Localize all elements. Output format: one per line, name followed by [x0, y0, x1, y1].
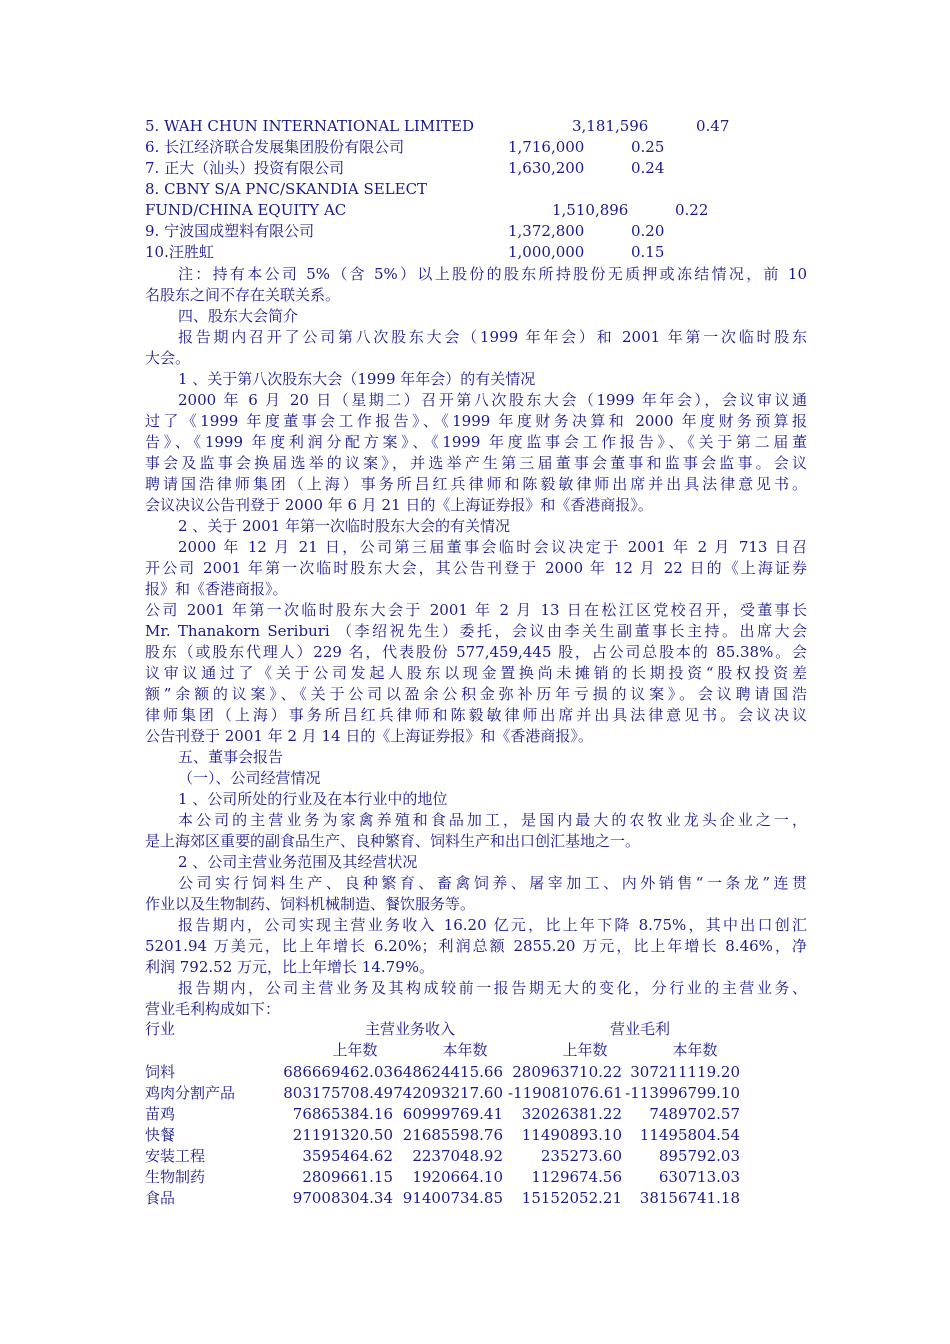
paragraph-line: 5201.94 万美元，比上年增长 6.20%；利润总额 2855.20 万元，比上年增长 8.46%，净	[145, 937, 807, 955]
row-gm-prev: 15152052.21	[521, 1189, 622, 1207]
table-header-revenue: 主营业务收入	[364, 1020, 455, 1038]
paragraph-line: 议审议通过了《关于公司发起人股东以现金置换尚未摊销的长期投资“股权投资差	[145, 664, 807, 682]
shareholder-pct: 0.24	[631, 159, 665, 177]
row-industry: 鸡肉分割产品	[145, 1084, 236, 1102]
row-rev-prev: 3595464.62	[302, 1147, 393, 1165]
row-gm-prev: -119081076.61	[508, 1084, 623, 1102]
section-heading: 五、董事会报告	[178, 748, 284, 766]
shareholder-pct: 0.47	[696, 117, 730, 135]
row-rev-cur: 742093217.60	[393, 1084, 503, 1102]
paragraph-line: 大会。	[145, 349, 191, 367]
paragraph-line: 事会及监事会换届选举的议案》，并选举产生第三届董事会董事和监事会监事。会议	[145, 454, 807, 472]
paragraph-line: 报告期内召开了公司第八次股东大会（1999 年年会）和 2001 年第一次临时股东	[178, 328, 807, 346]
shareholder-name: 8. CBNY S/A PNC/SKANDIA SELECT	[145, 180, 428, 198]
shareholder-pct: 0.15	[631, 243, 665, 261]
paragraph-line: Mr. Thanakorn Seriburi （李绍祝先生）委托，会议由李关生副董事长主持。出席大会	[145, 622, 807, 640]
row-rev-cur: 21685598.76	[402, 1126, 503, 1144]
row-industry: 安装工程	[145, 1147, 206, 1165]
subsection-heading: 2 、关于 2001 年第一次临时股东大会的有关情况	[178, 517, 511, 535]
row-gm-cur: 630713.03	[658, 1168, 740, 1186]
row-gm-cur: -113996799.10	[625, 1084, 740, 1102]
row-rev-prev: 97008304.34	[292, 1189, 393, 1207]
shareholder-name: 5. WAH CHUN INTERNATIONAL LIMITED	[145, 117, 475, 135]
subsection-heading: 1 、关于第八次股东大会（1999 年年会）的有关情况	[178, 370, 536, 388]
shareholder-name: 9. 宁波国成塑料有限公司	[145, 222, 315, 240]
row-gm-cur: 7489702.57	[649, 1105, 740, 1123]
paragraph-line: 会议决议公告刊登于 2000 年 6 月 21 日的《上海证券报》和《香港商报》。	[145, 496, 653, 514]
shareholder-pct: 0.22	[675, 201, 709, 219]
shareholder-shares: 1,372,800	[508, 222, 585, 240]
paragraph-line: 额”余额的议案》、《关于公司以盈余公积金弥补历年亏损的议案》。会议聘请国浩	[145, 685, 807, 703]
paragraph-line: 过了《1999 年度董事会工作报告》、《1999 年度财务决算和 2000 年度财务预算报	[145, 412, 807, 430]
paragraph-line: 2000 年 6 月 20 日（星期二）召开第八次股东大会（1999 年年会），会议审议通	[178, 391, 807, 409]
row-gm-cur: 38156741.18	[639, 1189, 740, 1207]
table-header-prev-year: 上年数	[562, 1041, 608, 1059]
section-heading: 四、股东大会简介	[178, 307, 299, 325]
row-industry: 食品	[145, 1189, 176, 1207]
row-industry: 饲料	[145, 1063, 176, 1081]
row-rev-prev: 2809661.15	[302, 1168, 393, 1186]
table-header-this-year: 本年数	[442, 1041, 488, 1059]
paragraph-line: 2000 年 12 月 21 日，公司第三届董事会临时会议决定于 2001 年 2 月 713 日召	[178, 538, 807, 556]
row-industry: 生物制药	[145, 1168, 206, 1186]
shareholder-name: 10.汪胜虹	[145, 243, 214, 261]
paragraph-line: 报》和《香港商报》。	[145, 580, 288, 598]
subsection-heading: 1 、公司所处的行业及在本行业中的地位	[178, 790, 448, 808]
row-rev-prev: 686669462.03	[283, 1063, 393, 1081]
paragraph-line: 公司 2001 年第一次临时股东大会于 2001 年 2 月 13 日在松江区党校召开，受董事长	[145, 601, 807, 619]
paragraph-line: 报告期内，公司实现主营业务收入 16.20 亿元，比上年下降 8.75%，其中出口创汇	[178, 916, 807, 934]
row-gm-prev: 235273.60	[540, 1147, 622, 1165]
note-line: 注：持有本公司 5%（含 5%）以上股份的股东所持股份无质押或冻结情况，前 10	[178, 265, 807, 283]
paragraph-line: 报告期内，公司主营业务及其构成较前一报告期无大的变化，分行业的主营业务、	[178, 979, 807, 997]
row-gm-prev: 32026381.22	[521, 1105, 622, 1123]
paragraph-line: 公司实行饲料生产、良种繁育、畜禽饲养、屠宰加工、内外销售“一条龙”连贯	[178, 874, 807, 892]
shareholder-name: 6. 长江经济联合发展集团股份有限公司	[145, 138, 405, 156]
row-industry: 苗鸡	[145, 1105, 176, 1123]
row-rev-prev: 803175708.49	[283, 1084, 393, 1102]
row-rev-prev: 76865384.16	[292, 1105, 393, 1123]
paragraph-line: 作业以及生物制药、饲料机械制造、餐饮服务等。	[145, 895, 476, 913]
row-gm-prev: 11490893.10	[521, 1126, 622, 1144]
row-rev-prev: 21191320.50	[292, 1126, 393, 1144]
row-gm-cur: 307211119.20	[630, 1063, 740, 1081]
row-rev-cur: 1920664.10	[412, 1168, 503, 1186]
row-gm-cur: 11495804.54	[639, 1126, 740, 1144]
shareholder-shares: 3,181,596	[572, 117, 649, 135]
table-header-margin: 营业毛利	[609, 1020, 670, 1038]
note-line: 名股东之间不存在关联关系。	[145, 286, 341, 304]
paragraph-line: 开公司 2001 年第一次临时股东大会，其公告刊登于 2000 年 12 月 22 日的《上海证券	[145, 559, 807, 577]
paragraph-line: 股东（或股东代理人）229 名，代表股份 577,459,445 股，占公司总股本的 85.38%。会	[145, 643, 807, 661]
row-rev-cur: 60999769.41	[402, 1105, 503, 1123]
paragraph-line: 利润 792.52 万元，比上年增长 14.79%。	[145, 958, 434, 976]
row-rev-cur: 91400734.85	[402, 1189, 503, 1207]
subsection-heading: （一）、公司经营情况	[178, 769, 321, 787]
paragraph-line: 本公司的主营业务为家禽养殖和食品加工，是国内最大的农牧业龙头企业之一，	[178, 811, 807, 829]
row-gm-cur: 895792.03	[658, 1147, 740, 1165]
shareholder-pct: 0.25	[631, 138, 665, 156]
paragraph-line: 公告刊登于 2001 年 2 月 14 日的《上海证券报》和《香港商报》。	[145, 727, 593, 745]
shareholder-name: FUND/CHINA EQUITY AC	[145, 201, 347, 219]
row-rev-cur: 2237048.92	[412, 1147, 503, 1165]
shareholder-shares: 1,510,896	[552, 201, 629, 219]
paragraph-line: 是上海郊区重要的副食品生产、良种繁育、饲料生产和出口创汇基地之一。	[145, 832, 641, 850]
paragraph-line: 律师集团（上海）事务所吕红兵律师和陈毅敏律师出席并出具法律意见书。会议决议	[145, 706, 807, 724]
row-gm-prev: 280963710.22	[512, 1063, 622, 1081]
shareholder-pct: 0.20	[631, 222, 665, 240]
paragraph-line: 告》、《1999 年度利润分配方案》、《1999 年度监事会工作报告》、《关于第二届董	[145, 433, 807, 451]
row-rev-cur: 648624415.66	[393, 1063, 503, 1081]
table-header-prev-year: 上年数	[332, 1041, 378, 1059]
shareholder-name: 7. 正大（汕头）投资有限公司	[145, 159, 345, 177]
shareholder-shares: 1,630,200	[508, 159, 585, 177]
paragraph-line: 聘请国浩律师集团（上海）事务所吕红兵律师和陈毅敏律师出席并出具法律意见书。	[145, 475, 807, 493]
table-header-industry: 行业	[145, 1020, 176, 1038]
row-industry: 快餐	[145, 1126, 176, 1144]
paragraph-line: 营业毛利构成如下：	[145, 1000, 281, 1018]
row-gm-prev: 1129674.56	[531, 1168, 622, 1186]
shareholder-shares: 1,000,000	[508, 243, 585, 261]
shareholder-shares: 1,716,000	[508, 138, 585, 156]
subsection-heading: 2 、公司主营业务范围及其经营状况	[178, 853, 418, 871]
table-header-this-year: 本年数	[672, 1041, 718, 1059]
